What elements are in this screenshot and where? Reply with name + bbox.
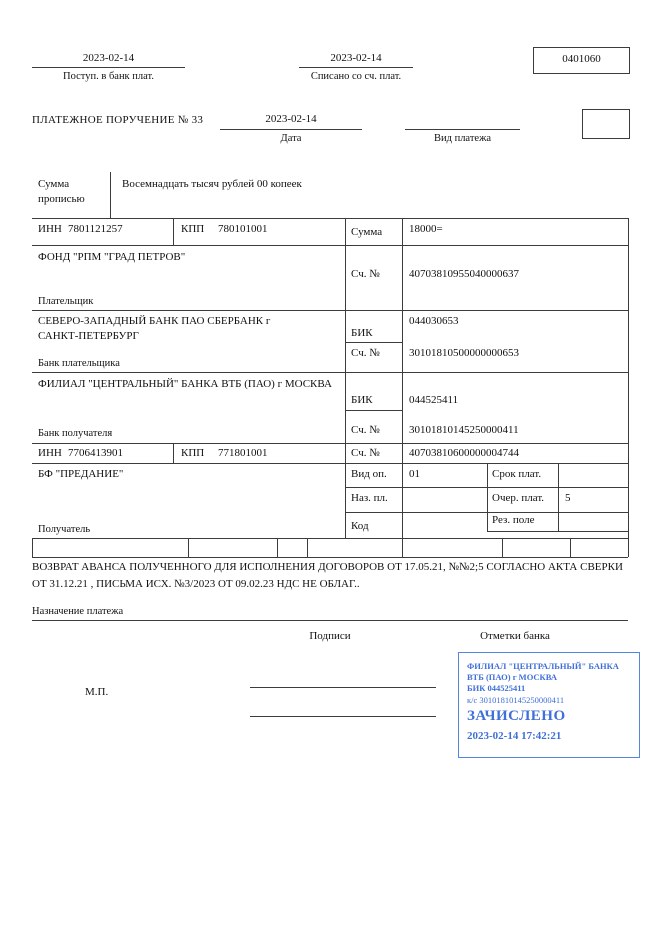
- table-line: [173, 218, 174, 245]
- op-type-value: 01: [409, 468, 420, 480]
- table-line: [32, 443, 628, 444]
- payer-bank-name-line1: СЕВЕРО-ЗАПАДНЫЙ БАНК ПАО СБЕРБАНК г: [38, 315, 271, 327]
- debited-date: 2023-02-14: [330, 52, 382, 64]
- table-line: [345, 410, 402, 411]
- bank-marks-label: Отметки банка: [480, 630, 550, 642]
- payer-bank-name-line2: САНКТ-ПЕТЕРБУРГ: [38, 330, 139, 342]
- payment-type-underline: [405, 129, 520, 130]
- table-line: [32, 372, 628, 373]
- amount-words-label: Сумма прописью: [38, 178, 85, 205]
- beneficiary-bank-bik: 044525411: [409, 394, 459, 406]
- beneficiary-bank-account: 30101810145250000411: [409, 424, 519, 436]
- signature-line: [250, 716, 436, 717]
- table-line: [32, 463, 628, 464]
- payer-name: ФОНД "РПМ "ГРАД ПЕТРОВ": [38, 251, 186, 263]
- payer-account-label: Сч. №: [351, 268, 380, 280]
- received-date: 2023-02-14: [82, 52, 135, 64]
- beneficiary-bank-section-label: Банк получателя: [38, 428, 113, 439]
- stamp-datetime: 2023-02-14 17:42:21: [467, 730, 562, 742]
- amount-words-divider: [110, 172, 111, 218]
- table-line: [173, 443, 174, 463]
- payment-type-label: Вид платежа: [433, 133, 491, 144]
- beneficiary-name: БФ "ПРЕДАНИЕ": [38, 468, 124, 480]
- table-line: [32, 557, 628, 558]
- payment-type-box: [582, 109, 630, 139]
- beneficiary-account-label: Сч. №: [351, 447, 380, 459]
- payer-inn-label: ИНН: [38, 223, 62, 235]
- table-line: [32, 310, 628, 311]
- purpose-underline: [32, 620, 628, 621]
- reserve-field-label: Рез. поле: [492, 514, 535, 526]
- received-date-label: Поступ. в банк плат.: [63, 71, 154, 82]
- payer-bank-account-label: Сч. №: [351, 347, 380, 359]
- beneficiary-kpp-label: КПП: [181, 447, 205, 459]
- stamp-bank-line2: ВТБ (ПАО) г МОСКВА: [467, 672, 557, 682]
- table-line: [32, 245, 628, 246]
- stamp-status: ЗАЧИСЛЕНО: [467, 708, 566, 724]
- beneficiary-account: 40703810600000004744: [409, 447, 519, 459]
- payer-section-label: Плательщик: [38, 296, 94, 307]
- table-line: [487, 531, 628, 532]
- table-line: [402, 218, 403, 538]
- beneficiary-bank-account-label: Сч. №: [351, 424, 380, 436]
- table-line: [558, 463, 559, 531]
- code-label: Код: [351, 520, 369, 532]
- op-type-label: Вид оп.: [351, 468, 387, 480]
- beneficiary-bank-bik-label: БИК: [351, 394, 373, 406]
- priority-label: Очер. плат.: [492, 492, 545, 504]
- payer-bank-bik: 044030653: [409, 315, 459, 327]
- stamp-bank-line1: ФИЛИАЛ "ЦЕНТРАЛЬНЫЙ" БАНКА: [467, 661, 619, 671]
- beneficiary-kpp: 771801001: [218, 447, 268, 459]
- form-code-box: [533, 47, 630, 74]
- form-code: 0401060: [562, 53, 601, 65]
- table-line: [32, 218, 628, 219]
- payment-purpose-label: Назначение платежа: [32, 606, 124, 617]
- sum-value: 18000=: [409, 223, 443, 235]
- sum-label: Сумма: [351, 226, 383, 238]
- table-line: [32, 538, 33, 557]
- purpose-code-label: Наз. пл.: [351, 492, 388, 504]
- beneficiary-inn: 7706413901: [68, 447, 123, 459]
- debited-date-underline: [299, 67, 413, 68]
- payer-bank-bik-label: БИК: [351, 327, 373, 339]
- received-date-underline: [32, 67, 185, 68]
- table-line: [402, 538, 403, 557]
- table-line: [345, 342, 402, 343]
- signature-line: [250, 687, 436, 688]
- stamp-place-label: М.П.: [85, 686, 109, 698]
- signatures-label: Подписи: [309, 630, 351, 642]
- stamp-bik: БИК 044525411: [467, 683, 526, 693]
- document-title: ПЛАТЕЖНОЕ ПОРУЧЕНИЕ № 33: [32, 114, 204, 126]
- bank-stamp: [458, 652, 640, 758]
- document-date-underline: [220, 129, 362, 130]
- document-date-label: Дата: [280, 133, 302, 144]
- table-line: [307, 538, 308, 557]
- document-date: 2023-02-14: [265, 113, 317, 125]
- table-line: [570, 538, 571, 557]
- table-line: [32, 538, 628, 539]
- amount-words-value: Восемнадцать тысяч рублей 00 копеек: [122, 178, 302, 190]
- beneficiary-inn-label: ИНН: [38, 447, 62, 459]
- table-line: [277, 538, 278, 557]
- beneficiary-bank-name: ФИЛИАЛ "ЦЕНТРАЛЬНЫЙ" БАНКА ВТБ (ПАО) г МОСКВА: [38, 378, 332, 390]
- beneficiary-section-label: Получатель: [38, 524, 91, 535]
- debited-date-label: Списано со сч. плат.: [310, 71, 402, 82]
- payer-kpp: 780101001: [218, 223, 268, 235]
- payment-purpose-text: ВОЗВРАТ АВАНСА ПОЛУЧЕННОГО ДЛЯ ИСПОЛНЕНИЯ ДОГОВОРОВ ОТ 17.05.21, №№2;5 СОГЛАСНО АКТА СВЕРКИ ОТ 31.12.21 , ПИСЬМА ИСХ. №3/2023 ОТ 09.02.23 НДС НЕ ОБЛАГ..: [32, 561, 623, 590]
- table-line: [188, 538, 189, 557]
- priority-value: 5: [565, 492, 571, 504]
- payer-bank-section-label: Банк плательщика: [38, 358, 120, 369]
- payer-bank-account: 30101810500000000653: [409, 347, 519, 359]
- table-line: [487, 463, 488, 531]
- payer-account: 40703810955040000637: [409, 268, 519, 280]
- due-date-label: Срок плат.: [492, 468, 542, 480]
- stamp-corr-account: к/с 30101810145250000411: [467, 695, 565, 705]
- payer-inn: 7801121257: [68, 223, 123, 235]
- table-line: [502, 538, 503, 557]
- payer-kpp-label: КПП: [181, 223, 205, 235]
- table-line: [628, 218, 629, 557]
- table-line: [345, 218, 346, 538]
